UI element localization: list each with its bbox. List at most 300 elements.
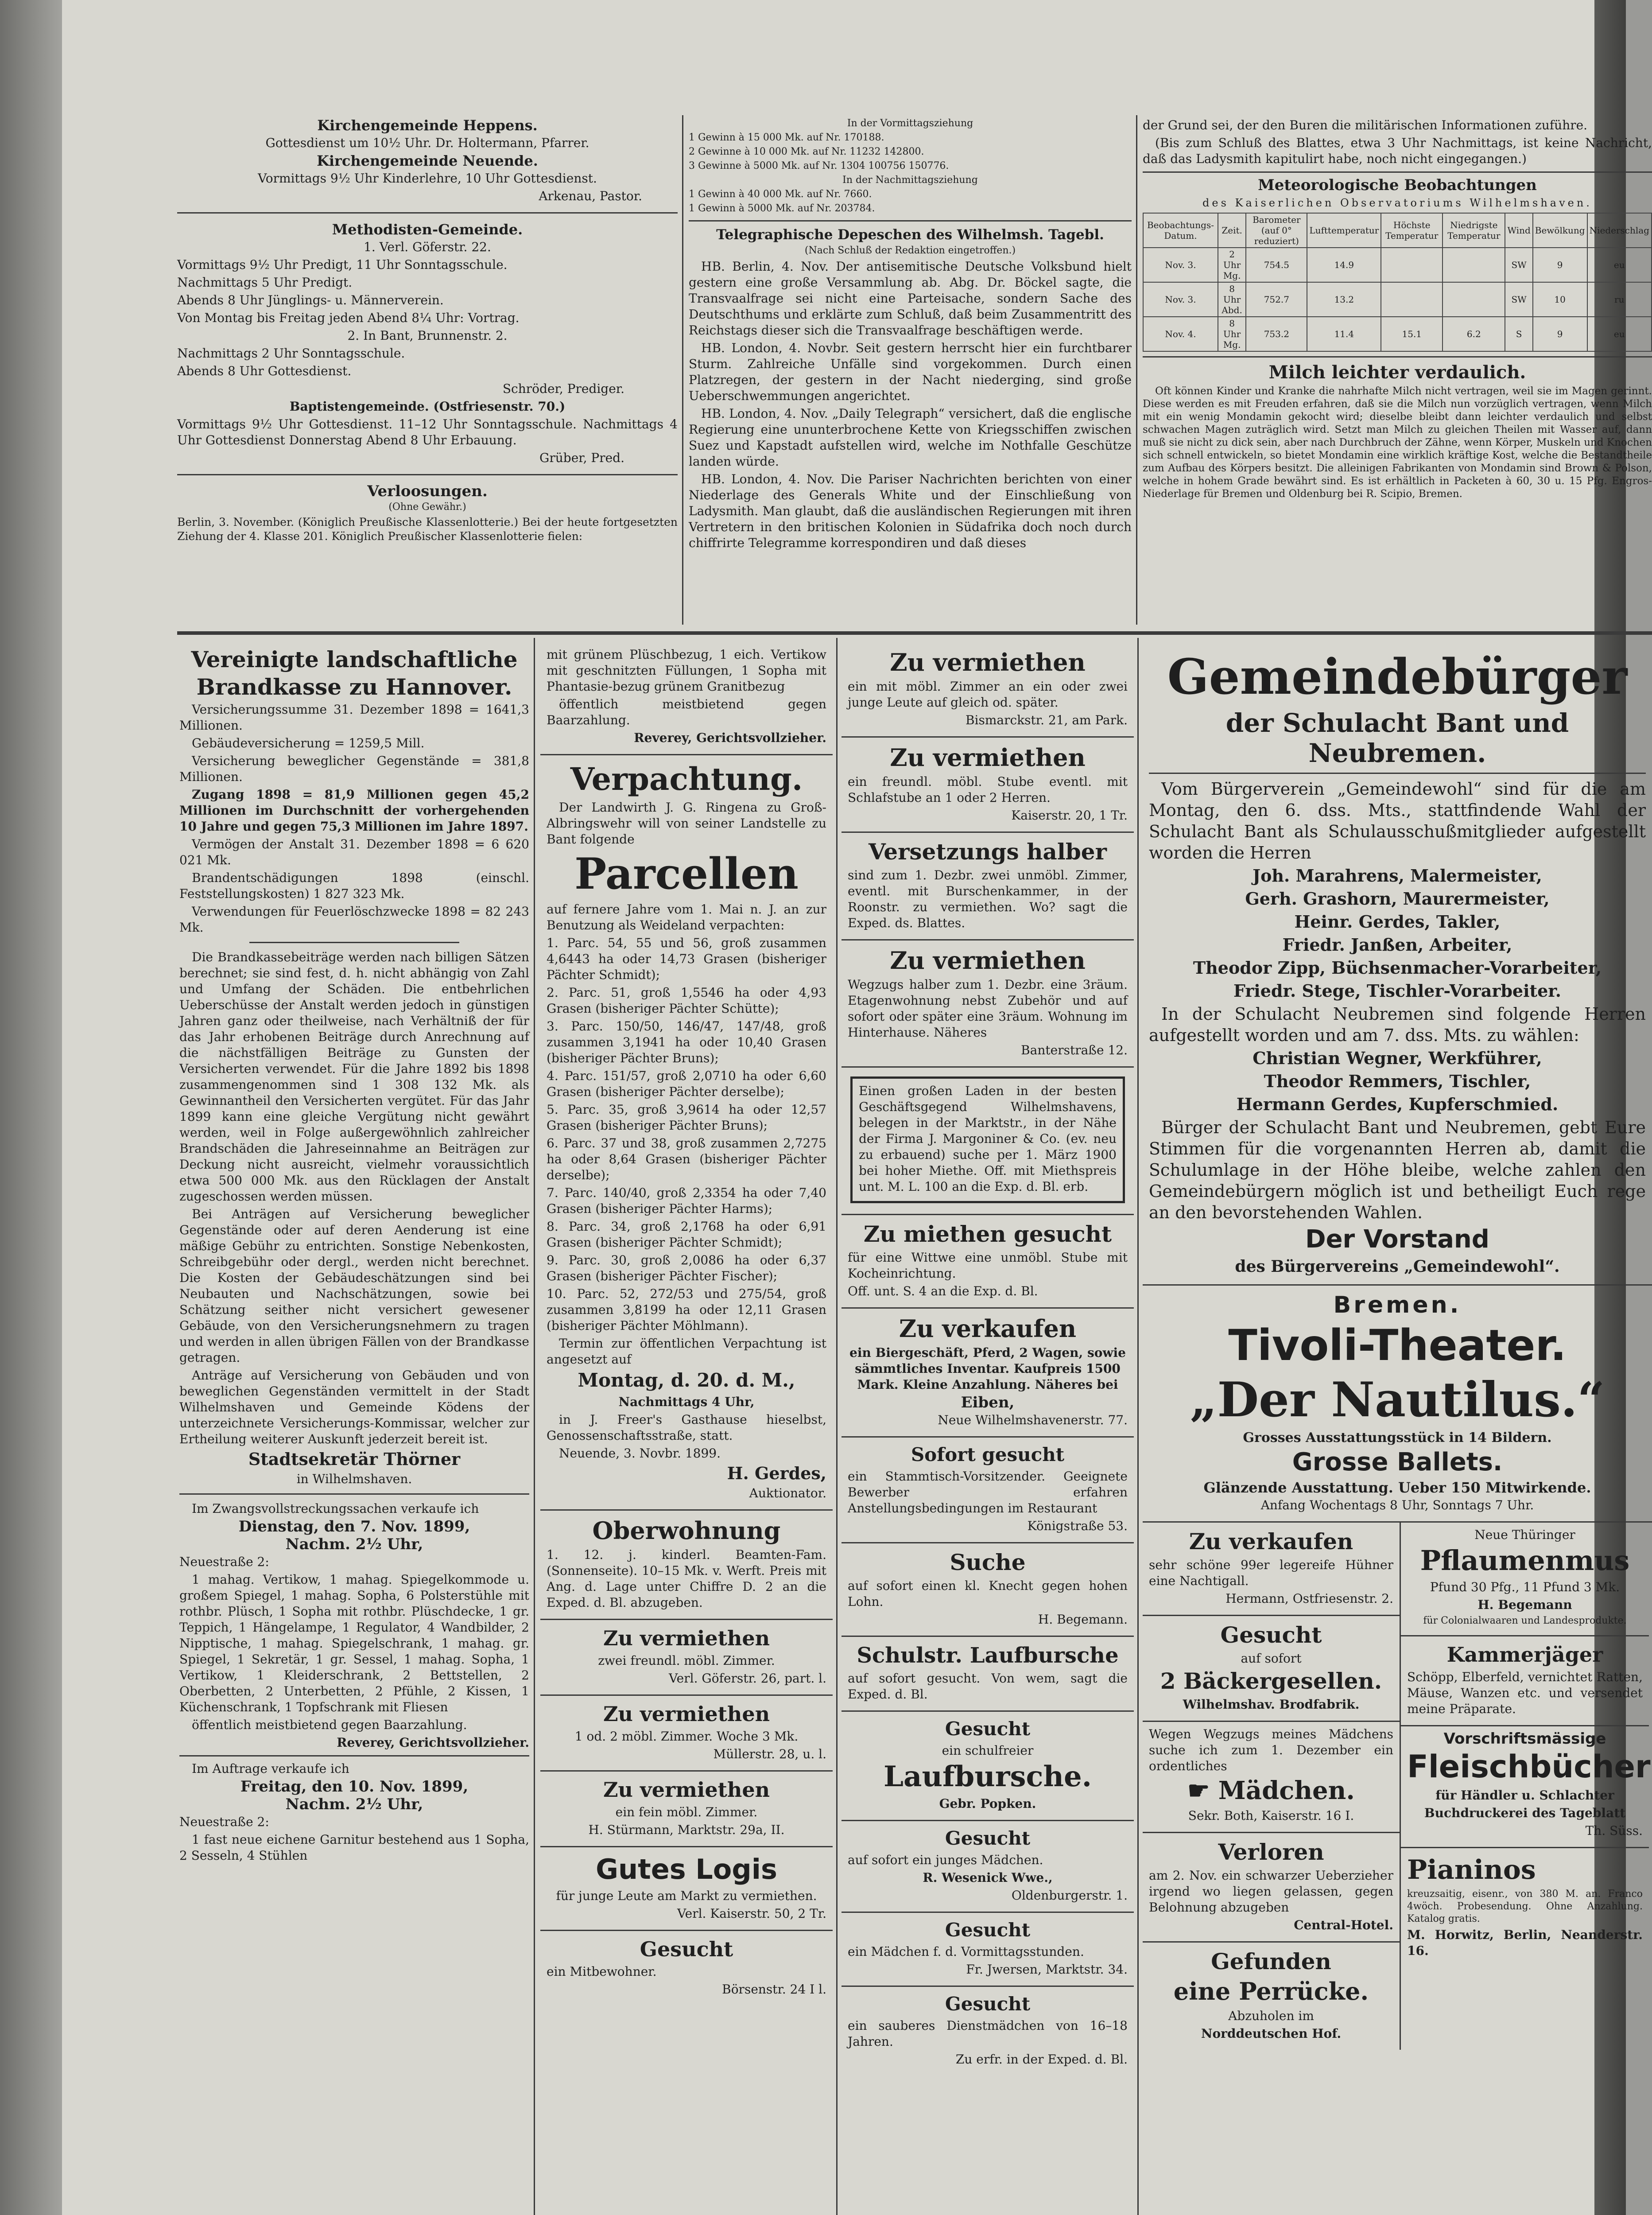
ad-text: kreuzsaitig, eisenr., von 380 M. an. Franco 4wöch. Probesendung. Ohne Anzahlung. Katalog gratis. [1407, 1889, 1643, 1924]
ad-text: ein fein möbl. Zimmer. [615, 1805, 758, 1819]
milk-text: Oft können Kinder und Kranke die nahrhafte Milch nicht vertragen, weil sie im Magen gerinnt. Diese werden es mit Freuden erfahren, daß sie die Milch nun vorzüglich vertragen, wenn Milch mit ein wenig Mondamin gekocht wird; dieselbe bleibt dann leichter verdaulich und selbst schwachen Magen zuträglich wird. Setzt man Milch zu gleichen Theilen mit Wasser auf, dann muß sie nicht zu dick sein, aber nach Durchbruch der Zähne, wenn Körper, Muskeln und Knochen sich schnell entwickeln, so bietet Mondamin eine wirklich kräftige Kost, welche die Bestandtheile zum Aufbau des Körpers besitzt. Die alleinigen Fabrikanten von Mondamin sind Brown & Polson, welche in hohem Grade bewährt sind. Es ist erhältlich in Packeten à 60, 30 u. 15 Pfg. Engros-Niederlage für Bremen und Oldenburg bei R. Scipio, Bremen. [1143, 385, 1652, 500]
methodist-line: Nachmittags 5 Uhr Predigt. [177, 275, 353, 290]
divider [1143, 171, 1652, 173]
weather-row [1143, 248, 1652, 282]
wanted-ad [842, 1543, 1134, 1637]
column-rule [1136, 115, 1137, 625]
column-rule [682, 115, 683, 625]
ad-title: Zu vermiethen [890, 648, 1086, 676]
lease-parcel: 8. Parc. 34, groß 2,1768 ha oder 6,91 Grasen (bisheriger Pächter Schmidt); [547, 1219, 826, 1250]
telegram-item: HB. Berlin, 4. Nov. Der antisemitische Deutsche Volksbund hielt gestern eine große Versammlung ab. Abg. Dr. Böckel sagte, die Transvaalfrage sei nicht eine Parteisache, sondern Sache des Deutschthums und erklärte zum Schluß, daß beim Zusammentritt des Reichstags dieser sich die Transvaalfrage beschäftigen werde. [689, 259, 1132, 338]
lease-intro: auf fernere Jahre vom 1. Mai n. J. an zur Benutzung als Weideland verpachten: [547, 902, 826, 933]
insurance-fact: Brandentschädigungen 1898 (einschl. Feststellungskosten) 1 827 323 Mk. [179, 870, 529, 901]
weather-cell: S [1505, 317, 1532, 351]
divider [177, 474, 678, 475]
ad-address: Verl. Kaiserstr. 50, 2 Tr. [677, 1906, 826, 1921]
church-neuende-sign: Arkenau, Pastor. [539, 189, 642, 203]
rental-ad [842, 642, 1134, 738]
shop-wanted-ad [842, 1068, 1134, 1215]
auction-intro: Im Auftrage verkaufe ich [192, 1761, 349, 1776]
found-ad [1143, 1943, 1400, 2050]
telegram-note: (Bis zum Schluß des Blattes, etwa 3 Uhr Nachmittags, ist keine Nachricht, daß das Ladysmith kapitulirt habe, noch nicht eingegangen.) [1143, 136, 1652, 166]
candidate: Theodor Remmers, Tischler, [1264, 1071, 1531, 1091]
ad-text: ein freundl. möbl. Stube eventl. mit Schlafstube an 1 oder 2 Herren. [848, 774, 1128, 805]
weather-header: Barometer (auf 0° reduziert) [1246, 213, 1307, 248]
divider [1143, 356, 1652, 358]
ad-address: Börsenstr. 24 I l. [722, 1982, 826, 1997]
milk-title: Milch leichter verdaulich. [1268, 362, 1526, 383]
ad-text: Abzuholen im [1228, 2009, 1314, 2023]
ad-text: sind zum 1. Dezbr. zwei unmöbl. Zimmer, eventl. mit Burschenkammer, in der Roonstr. zu vermiethen. Wo? sagt die Exped. ds. Blattes. [848, 868, 1128, 930]
lease-time: Nachmittags 4 Uhr, [618, 1395, 755, 1409]
theater-time: Anfang Wochentags 8 Uhr, Sonntags 7 Uhr. [1260, 1498, 1534, 1512]
lottery-title: Verloosungen. [367, 482, 488, 500]
ad-text: für Händler u. Schlachter [1435, 1788, 1614, 1803]
pest-control-ad [1401, 1636, 1649, 1726]
weather-cell: 6.2 [1443, 317, 1505, 351]
auction-time: Nachm. 2½ Uhr, [285, 1795, 423, 1813]
auction-sign: Reverey, Gerichtsvollzieher. [337, 1735, 529, 1750]
ad-text: zwei freundl. möbl. Zimmer. [598, 1653, 775, 1668]
ad-text: am 2. Nov. ein schwarzer Ueberzieher irgend wo liegen gelassen, gegen Belohnung abzugeben [1149, 1868, 1393, 1915]
draw-line: 1 Gewinn à 40 000 Mk. auf Nr. 7660. [689, 189, 872, 200]
weather-cell [1381, 282, 1443, 317]
ad-title: Zu vermiethen [603, 1702, 770, 1726]
ad-text: Vorschriftsmässige [1443, 1730, 1606, 1748]
weather-cell: 9 [1533, 317, 1587, 351]
insurance-sign-place: in Wilhelmshaven. [296, 1472, 412, 1486]
ad-address: Fr. Jwersen, Marktstr. 34. [966, 1962, 1128, 1977]
auction-place: Neuestraße 2: [179, 1815, 269, 1829]
auction-items: 1 mahag. Vertikow, 1 mahag. Spiegelkommode u. großem Spiegel, 1 mahag. Sopha, 6 Polsterstühle mit rothbr. Plüsch, 1 Sopha mit rothbr. Plüschdecke, 1 gr. Teppich, 1 Hängelampe, 1 Regulator, 4 Wandbilder, 2 Nipptische, 1 mahag. Spiegelschrank, 1 mahag. gr. Spiegel, 1 Sekretär, 1 gr. Sessel, 1 mahag. Sopha, 1 Vertikow, 1 Kleiderschrank, 2 Bettstellen, 2 Oberbetten, 2 Unterbetten, 2 Pfühle, 2 Kissen, 1 Küchenschrank, 1 Topfschrank mit Fliesen [179, 1572, 529, 1714]
print-shop-ad [1401, 1726, 1649, 1848]
methodist-line: Abends 8 Uhr Jünglings- u. Männerverein. [177, 293, 444, 307]
draw-heading: In der Vormittagsziehung [847, 118, 973, 129]
ad-headline-text: Mädchen. [1218, 1776, 1355, 1805]
auction-terms: öffentlich meistbietend gegen Baarzahlung. [547, 697, 826, 727]
ad-sign: H. Begemann [1477, 1597, 1572, 1612]
ad-title: Zu vermiethen [890, 743, 1086, 772]
wanted-ad [842, 1987, 1134, 2075]
insurance-fact: Zugang 1898 = 81,9 Millionen gegen 45,2 Millionen im Durchschnitt der vorhergehenden 10 Jahre und gegen 75,3 Millionen im Jahre 1897. [179, 787, 529, 834]
ad-title: Zu vermiethen [603, 1626, 770, 1650]
column-rule [836, 638, 838, 2215]
wanted-ad [842, 1712, 1134, 1821]
draw-heading: In der Nachmittagsziehung [842, 175, 978, 186]
insurance-fact: Vermögen der Anstalt 31. Dezember 1898 = 6 620 021 Mk. [179, 837, 529, 867]
ad-title: Fleischbücher [1407, 1749, 1651, 1785]
pointing-hand-icon: ☛ [1187, 1776, 1218, 1805]
weather-cell: 13.2 [1307, 282, 1381, 317]
wanted-ad [842, 1637, 1134, 1712]
ad-address: Central-Hotel. [1294, 1918, 1393, 1932]
lodging-ad [540, 1847, 833, 1931]
telegram-item: HB. London, 4. Novbr. Seit gestern herrscht hier ein furchtbarer Sturm. Zahlreiche Unfälle sind vorgekommen. Durch einen Platzregen, der gestern in der Nacht niederging, sind große Ueberschwemmungen angerichtet. [689, 341, 1132, 403]
weather-header: Niedrigste Temperatur [1443, 213, 1505, 248]
small-ads-left [1143, 1523, 1401, 2050]
election-sign: Der Vorstand [1305, 1225, 1489, 1254]
weather-subtitle: des Kaiserlichen Observatoriums Wilhelmshaven. [1202, 197, 1592, 209]
grocery-ad [1401, 1523, 1649, 1636]
lease-intro: Der Landwirth J. G. Ringena zu Groß-Albringswehr will von seiner Landstelle zu Bant folgende [547, 800, 826, 847]
lease-headline: Parcellen [574, 849, 799, 899]
small-ads-row [1143, 1523, 1652, 2050]
candidate: Friedr. Janßen, Arbeiter, [1282, 935, 1512, 955]
ad-text: auf sofort einen kl. Knecht gegen hohen Lohn. [848, 1578, 1128, 1609]
lease-sign-role: Auktionator. [749, 1486, 826, 1500]
methodist-line: Vormittags 9½ Uhr Predigt, 11 Uhr Sonntagsschule. [177, 257, 508, 272]
weather-cell: SW [1505, 282, 1532, 317]
ad-sign: R. Wesenick Wwe., [923, 1870, 1053, 1885]
insurance-fact: Verwendungen für Feuerlöschzwecke 1898 = 82 243 Mk. [179, 904, 529, 935]
church-heppens-title: Kirchengemeinde Heppens. [317, 117, 538, 134]
lease-parcel: 1. Parc. 54, 55 und 56, groß zusammen 4,6443 ha oder 14,73 Grasen (bisheriger Pächter Schmidt); [547, 936, 826, 982]
weather-cell: Nov. 4. [1143, 317, 1218, 351]
theater-detail: Glänzende Ausstattung. Ueber 150 Mitwirkende. [1203, 1479, 1591, 1496]
wanted-ad [842, 1913, 1134, 1987]
theater-detail: Grosses Ausstattungsstück in 14 Bildern. [1243, 1430, 1552, 1446]
newspaper-page [62, 0, 1652, 2215]
ad-text: für Colonialwaaren und Landesprodukte. [1423, 1615, 1627, 1626]
telegram-item: HB. London, 4. Nov. „Daily Telegraph“ versichert, daß die englische Regierung eine ununterbrochene Kette von Kriegsschiffen zwischen Suez und Kapstadt aufstellen wird, welche im Nothfalle Geschütze landen würde. [689, 406, 1132, 469]
ad-title: Gesucht [1220, 1622, 1322, 1648]
insurance-title: Brandkasse zu Hannover. [196, 674, 512, 700]
wanted-ad [1143, 1722, 1400, 1833]
weather-header: Wind [1505, 213, 1532, 248]
lease-sign: H. Gerdes, [727, 1463, 826, 1483]
apartment-ad [540, 1511, 833, 1620]
auction-date: Dienstag, den 7. Nov. 1899, [238, 1518, 470, 1535]
telegram-subtitle: (Nach Schluß der Redaktion eingetroffen.) [804, 245, 1016, 256]
candidate: Christian Wegner, Werkführer, [1253, 1048, 1542, 1068]
church-heppens-line: Gottesdienst um 10½ Uhr. Dr. Holtermann, Pfarrer. [265, 136, 589, 150]
weather-cell [1443, 282, 1505, 317]
candidate: Hermann Gerdes, Kupferschmied. [1236, 1094, 1559, 1114]
divider [179, 1755, 529, 1756]
sale-ad [842, 1309, 1134, 1438]
ad-sign: M. Horwitz, Berlin, Neanderstr. 16. [1407, 1927, 1643, 1958]
ad-title: Kammerjäger [1446, 1643, 1603, 1667]
election-subtitle: der Schulacht Bant und Neubremen. [1225, 708, 1569, 768]
telegram-title: Telegraphische Depeschen des Wilhelmsh. Tagebl. [716, 227, 1104, 243]
book-binding [0, 0, 62, 2215]
weather-cell: 8 Uhr Abd. [1218, 282, 1246, 317]
ad-text: Schöpp, Elberfeld, vernichtet Ratten, Mäuse, Wanzen etc. und versendet meine Präparate. [1407, 1670, 1643, 1716]
candidate: Heinr. Gerdes, Takler, [1294, 912, 1501, 932]
ad-address: Off. unt. S. 4 an die Exp. d. Bl. [848, 1284, 1038, 1298]
weather-cell: ru [1587, 282, 1652, 317]
rental-ad [842, 940, 1134, 1068]
weather-cell: 753.2 [1246, 317, 1307, 351]
ad-address: H. Stürmann, Marktstr. 29a, II. [588, 1823, 785, 1837]
wanted-ad [842, 1215, 1134, 1309]
weather-header: Beobachtungs-Datum. [1143, 213, 1218, 248]
weather-header: Zeit. [1218, 213, 1246, 248]
ad-headline [1149, 1776, 1393, 1805]
ad-sign: Buchdruckerei des Tageblatt [1424, 1806, 1626, 1820]
draw-line: 3 Gewinne à 5000 Mk. auf Nr. 1304 100756 150776. [689, 160, 949, 171]
ad-address: Banterstraße 12. [1021, 1043, 1128, 1057]
bottom-column-3 [842, 642, 1134, 2215]
ad-text: ein Mädchen f. d. Vormittagsstunden. [848, 1944, 1084, 1959]
lottery-text: Berlin, 3. November. (Königlich Preußische Klassenlotterie.) Bei der heute fortgesetzten Ziehung der 4. Klasse 201. Königlich Preußischer Klassenlotterie fielen: [177, 516, 678, 543]
wanted-ad [1143, 1616, 1400, 1722]
candidate: Joh. Marahrens, Malermeister, [1253, 866, 1542, 886]
weather-cell: 752.7 [1246, 282, 1307, 317]
top-column-1 [177, 117, 678, 627]
bottom-column-2 [540, 642, 833, 2215]
divider [179, 1493, 529, 1495]
methodist-line: 1. Verl. Göferstr. 22. [364, 240, 491, 254]
rental-ad [540, 1696, 833, 1772]
theater-city: Bremen. [1333, 1292, 1462, 1318]
ad-text: Neue Thüringer [1474, 1527, 1575, 1542]
lease-parcel: 5. Parc. 35, groß 3,9614 ha oder 12,57 Grasen (bisheriger Pächter Bruns); [547, 1102, 826, 1133]
lease-title: Verpachtung. [570, 761, 803, 797]
ad-text: für eine Wittwe eine unmöbl. Stube mit Kocheinrichtung. [848, 1250, 1128, 1281]
ad-address: Oldenburgerstr. 1. [1011, 1888, 1128, 1903]
weather-cell: SW [1505, 248, 1532, 282]
insurance-fact: Versicherung beweglicher Gegenstände = 381,8 Millionen. [179, 754, 529, 784]
rental-ad [540, 1620, 833, 1696]
ad-headline: 2 Bäckergesellen. [1160, 1668, 1382, 1694]
theater-title: Tivoli-Theater. [1228, 1321, 1567, 1370]
weather-cell: Nov. 3. [1143, 282, 1218, 317]
ad-title: Gesucht [945, 1919, 1031, 1941]
methodist-line: Abends 8 Uhr Gottesdienst. [177, 364, 352, 378]
ad-text: auf sofort [1241, 1651, 1302, 1666]
lease-parcel: 3. Parc. 150/50, 146/47, 147/48, groß zusammen 3,1941 ha oder 10,40 Grasen (bisheriger Pächter Bruns); [547, 1019, 826, 1065]
weather-cell: 754.5 [1246, 248, 1307, 282]
election-sign-org: des Bürgervereins „Gemeindewohl“. [1235, 1257, 1560, 1276]
divider [249, 942, 459, 943]
church-neuende-line: Vormittags 9½ Uhr Kinderlehre, 10 Uhr Gottesdienst. [258, 171, 597, 186]
ad-text: ein mit möbl. Zimmer an ein oder zwei junge Leute auf gleich od. später. [848, 679, 1128, 710]
ad-title: Versetzungs halber [869, 839, 1107, 865]
ad-title: Zu miethen gesucht [863, 1221, 1112, 1247]
lease-parcel: 2. Parc. 51, groß 1,5546 ha oder 4,93 Grasen (bisheriger Pächter Schütte); [547, 985, 826, 1016]
ad-title: Schulstr. Laufbursche [857, 1643, 1119, 1668]
weather-cell: 2 Uhr Mg. [1218, 248, 1246, 282]
ad-title: Pianinos [1407, 1854, 1536, 1885]
sale-ad [1143, 1523, 1400, 1616]
ad-text: auf sofort gesucht. Von wem, sagt die Exped. d. Bl. [848, 1671, 1128, 1702]
ad-text: für junge Leute am Markt zu vermiethen. [556, 1889, 817, 1903]
lease-term: Termin zur öffentlichen Verpachtung ist angesetzt auf [547, 1336, 826, 1367]
auction-place: Neuestraße 2: [179, 1554, 269, 1569]
lost-ad [1143, 1833, 1400, 1943]
ad-text: ein Biergeschäft, Pferd, 2 Wagen, sowie sämmtliches Inventar. Kaufpreis 1500 Mark. Kleine Anzahlung. Näheres bei [849, 1345, 1126, 1392]
ad-address: Kaiserstr. 20, 1 Tr. [1011, 808, 1128, 823]
election-intro: In der Schulacht Neubremen sind folgende Herren aufgestellt worden und am 7. dss. Mts. zu wählen: [1149, 1004, 1646, 1045]
ad-title: Gesucht [945, 1827, 1031, 1849]
auction-items: mit grünem Plüschbezug, 1 eich. Vertikow mit geschnitzten Füllungen, 1 Sopha mit Phantasie-bezug grünem Granitbezug [547, 647, 826, 694]
baptist-text: Vormittags 9½ Uhr Gottesdienst. 11–12 Uhr Sonntagsschule. Nachmittags 4 Uhr Gottesdienst Donnerstag Abend 8 Uhr Erbauung. [177, 417, 678, 447]
church-neuende-title: Kirchengemeinde Neuende. [317, 152, 538, 169]
ad-title: Zu vermiethen [890, 946, 1086, 975]
ad-sign: Th. Süss. [1585, 1823, 1643, 1838]
divider [1149, 773, 1646, 774]
lottery-subtitle: (Ohne Gewähr.) [388, 501, 466, 513]
ad-text: Wegzugs halber zum 1. Dezbr. eine 3räum. Etagenwohnung nebst Zubehör und auf sofort oder später eine 3räum. Wohnung im Hinterhause. Näheres [848, 977, 1128, 1040]
auction-intro: Im Zwangsvollstreckungssachen verkaufe ich [192, 1501, 479, 1516]
auction-continuation [540, 642, 833, 755]
weather-cell [1443, 248, 1505, 282]
draw-line: 2 Gewinne à 10 000 Mk. auf Nr. 11232 142800. [689, 146, 924, 157]
weather-cell: 15.1 [1381, 317, 1443, 351]
ad-title: Sofort gesucht [911, 1444, 1065, 1465]
insurance-sign: Stadtsekretär Thörner [248, 1449, 461, 1469]
ad-text: Wegen Wegzugs meines Mädchens suche ich zum 1. Dezember ein ordentliches [1149, 1727, 1393, 1773]
weather-header: Bewölkung [1533, 213, 1587, 248]
boxed-ad [850, 1076, 1125, 1203]
bottom-column-1 [179, 642, 529, 2215]
weather-cell: eu [1587, 317, 1652, 351]
insurance-body: Die Brandkassebeiträge werden nach billigen Sätzen berechnet; sie sind fest, d. h. nicht abhängig von Zahl und Umfang der Schäden. Die entbehrlichen Ueberschüsse der Anstalt werden jedoch in günstigen Jahren ganz oder theilweise, nach Verhältniß der für das Jahr erhobenen Beiträge durch Anrechnung auf die nächstfälligen Beiträge zu Gunsten der Versicherten verwendet. Für die Jahre 1892 bis 1898 zusammengenommen sind 1 308 132 Mk. als Gewinnantheil den Versicherten vergütet. Für das Jahr 1899 kann eine gleiche Vergütung nicht gewährt werden, weil in Folge außergewöhnlich zahlreicher Brandschäden die Jahreseinnahme an Beiträgen zur Deckung nicht ausreicht, vielmehr voraussichtlich etwa 500 000 Mk. aus den Rücklagen der Anstalt zugeschossen werden müssen. [179, 950, 529, 1204]
bottom-column-4 [1143, 642, 1652, 2215]
methodist-line: 2. In Bant, Brunnenstr. 2. [347, 328, 508, 343]
ad-text: Pfund 30 Pfg., 11 Pfund 3 Mk. [1430, 1580, 1620, 1594]
ad-sign: Wilhelmshav. Brodfabrik. [1183, 1697, 1360, 1712]
lease-parcel: 9. Parc. 30, groß 2,0086 ha oder 6,37 Grasen (bisheriger Pächter Fischer); [547, 1253, 826, 1283]
insurance-title: Vereinigte landschaftliche [191, 646, 518, 672]
auction-time: Nachm. 2½ Uhr, [285, 1535, 423, 1553]
rental-ad [540, 1772, 833, 1847]
telegram-continuation: der Grund sei, der den Buren die militärischen Informationen zuführe. [1143, 118, 1588, 132]
weather-header-row [1143, 213, 1652, 248]
weather-cell: eu [1587, 248, 1652, 282]
lease-place: in J. Freer's Gasthause hieselbst, Genossenschaftsstraße, statt. [547, 1412, 826, 1443]
wanted-ad [842, 1438, 1134, 1543]
ad-title: Zu verkaufen [899, 1314, 1077, 1343]
ad-title: Zu vermiethen [603, 1778, 770, 1802]
lease-parcel: 7. Parc. 140/40, groß 2,3354 ha oder 7,40 Grasen (bisheriger Pächter Harms); [547, 1185, 826, 1216]
theater-ad [1143, 1286, 1652, 1523]
ad-title: Gefunden [1211, 1948, 1331, 1974]
ad-sign: H. Begemann. [1038, 1612, 1128, 1627]
methodist-line: Nachmittags 2 Uhr Sonntagsschule. [177, 346, 405, 361]
weather-row [1143, 317, 1652, 351]
auction-terms: öffentlich meistbietend gegen Baarzahlung. [192, 1718, 467, 1732]
ad-text: auf sofort ein junges Mädchen. [848, 1853, 1043, 1867]
small-ads-right [1401, 1523, 1649, 2050]
ad-address: Königstraße 53. [1027, 1519, 1128, 1533]
insurance-body: Anträge auf Versicherung von Gebäuden und von beweglichen Gegenständen vermittelt in der Stadt Wilhelmshaven und Gemeinde Ködens der unterzeichnete Versicherungs-Kommissar, welcher zur Ertheilung weiterer Auskunft jederzeit bereit ist. [179, 1368, 529, 1446]
methodist-title: Methodisten-Gemeinde. [332, 221, 523, 238]
ad-address: Neue Wilhelmshavenerstr. 77. [938, 1413, 1128, 1427]
draw-line: 1 Gewinn à 15 000 Mk. auf Nr. 170188. [689, 132, 884, 143]
ad-title: Gutes Logis [596, 1853, 777, 1885]
piano-ad [1401, 1848, 1649, 1967]
methodist-line: Von Montag bis Freitag jeden Abend 8¼ Uhr: Vortrag. [177, 311, 520, 325]
methodist-sign: Schröder, Prediger. [502, 381, 624, 396]
ad-headline: Laufbursche. [883, 1760, 1092, 1793]
ad-text: 1. 12. j. kinderl. Beamten-Fam. (Sonnenseite). 10–15 Mk. v. Werft. Preis mit Ang. d. Lage unter Chiffre D. 2 an die Exped. d. Bl. abzugeben. [547, 1547, 826, 1610]
insurance-body: Bei Anträgen auf Versicherung beweglicher Gegenstände oder auf deren Aenderung ist eine mäßige Gebühr zu entrichten. Sonstige Nebenkosten, Schreibgebühr oder dergl., werden nicht berechnet. Die Kosten der Gebäudeschätzungen sind bei Neubauten und Nachschätzungen, sowie bei Schätzung seither nicht versichert gewesener Gebäude, von den Versicherungsnehmern zu tragen und werden in allen übrigen Fällen von der Brandkasse getragen. [179, 1207, 529, 1365]
ad-address: Verl. Göferstr. 26, part. l. [669, 1671, 826, 1686]
ad-sign: Sekr. Both, Kaiserstr. 16 I. [1188, 1808, 1354, 1823]
weather-title: Meteorologische Beobachtungen [1258, 176, 1537, 194]
auction-sign: Reverey, Gerichtsvollzieher. [634, 731, 826, 745]
insurance-fact: Gebäudeversicherung = 1259,5 Mill. [192, 736, 425, 750]
weather-cell: 10 [1533, 282, 1587, 317]
telegram-item: HB. London, 4. Nov. Die Pariser Nachrichten berichten von einer Niederlage des Generals White und der Einschließung von Ladysmith. Man glaubt, daß die ausländischen Regierungen mit ihren Vertretern in den britischen Kolonien in Südafrika doch noch durch chiffrirte Telegramme korrespondiren und daß dieses [689, 472, 1132, 550]
ad-title: Gesucht [945, 1993, 1031, 2015]
wanted-ad [540, 1931, 833, 2005]
weather-table [1143, 213, 1652, 352]
ad-text: 1 od. 2 möbl. Zimmer. Woche 3 Mk. [574, 1729, 799, 1744]
candidate: Friedr. Stege, Tischler-Vorarbeiter. [1233, 981, 1562, 1001]
insurance-fact: Versicherungssumme 31. Dezember 1898 = 1641,3 Millionen. [179, 702, 529, 733]
ad-text: ein sauberes Dienstmädchen von 16–18 Jahren. [848, 2018, 1128, 2049]
ad-text: Einen großen Laden in der besten Geschäftsgegend Wilhelmshavens, belegen in der Marktstr., in der Nähe der Firma J. Margoniner & Co. (ev. neu zu erbauend) suche per 1. März 1900 bei hoher Miethe. Off. mit Miethspreis unt. M. L. 100 an die Exp. d. Bl. erb. [859, 1084, 1117, 1194]
election-call: Bürger der Schulacht Bant und Neubremen, gebt Eure Stimmen für die vorgenannten Herren ab, damit die Schulumlage in der Höhe bleibe, welche zahlen den Gemeindebürgern möglich ist und betheiligt Euch rege an den bevorstehenden Wahlen. [1149, 1118, 1646, 1222]
divider [689, 220, 1132, 222]
lease-ad [540, 755, 833, 1511]
ad-address: Zu erfr. in der Exped. d. Bl. [955, 2052, 1128, 2067]
ad-sign: Hermann, Ostfriesenstr. 2. [1225, 1591, 1393, 1606]
ad-text: sehr schöne 99er legereife Hühner eine Nachtigall. [1149, 1558, 1393, 1588]
ad-title: Zu verkaufen [1189, 1528, 1353, 1554]
candidate: Gerh. Grashorn, Maurermeister, [1245, 889, 1550, 909]
auction-items: 1 fast neue eichene Garnitur bestehend aus 1 Sopha, 2 Sesseln, 4 Stühlen [179, 1832, 529, 1863]
column-rule [534, 638, 535, 2215]
ad-address: Norddeutschen Hof. [1201, 2026, 1342, 2041]
ad-text: ein schulfreier [942, 1743, 1034, 1758]
weather-cell: 14.9 [1307, 248, 1381, 282]
election-intro: Vom Bürgerverein „Gemeindewohl“ sind für die am Montag, den 6. dss. Mts., stattfindende Wahl der Schulacht Bant als Schulausschußmitglieder aufgestellt worden die Herren [1149, 779, 1646, 863]
divider [177, 212, 678, 214]
ad-title: Oberwohnung [592, 1516, 781, 1545]
weather-header: Lufttemperatur [1307, 213, 1381, 248]
ad-text: ein Mitbewohner. [547, 1964, 657, 1979]
ad-address: Bismarckstr. 21, am Park. [965, 713, 1128, 727]
weather-cell: Nov. 3. [1143, 248, 1218, 282]
election-title: Gemeindebürger [1167, 648, 1628, 705]
ad-headline: eine Perrücke. [1173, 1977, 1369, 2005]
baptist-title: Baptistengemeinde. (Ostfriesenstr. 70.) [289, 399, 566, 414]
column-rule [1137, 638, 1139, 2215]
weather-cell [1381, 248, 1443, 282]
lease-dateline: Neuende, 3. Novbr. 1899. [559, 1446, 721, 1461]
candidate: Theodor Zipp, Büchsenmacher-Vorarbeiter, [1193, 958, 1602, 978]
top-column-3 [1143, 117, 1652, 627]
rental-ad [842, 738, 1134, 833]
weather-cell: 11.4 [1307, 317, 1381, 351]
ad-title: Verloren [1218, 1839, 1324, 1865]
weather-cell: 9 [1533, 248, 1587, 282]
top-column-2 [689, 117, 1132, 627]
ad-title: Pflaumenmus [1420, 1544, 1630, 1577]
rental-ad [842, 833, 1134, 940]
lease-parcel: 6. Parc. 37 und 38, groß zusammen 2,7275 ha oder 8,64 Grasen (bisheriger Pächter derselbe); [547, 1136, 826, 1182]
theater-show: „Der Nautilus.“ [1190, 1372, 1605, 1428]
weather-header: Niederschlag [1587, 213, 1652, 248]
ad-sign: Gebr. Popken. [939, 1796, 1036, 1811]
theater-detail: Grosse Ballets. [1292, 1448, 1503, 1477]
ad-title: Gesucht [945, 1718, 1031, 1740]
election-notice [1143, 642, 1652, 1286]
wanted-ad [842, 1821, 1134, 1913]
lease-parcel: 10. Parc. 52, 272/53 und 275/54, groß zusammen 3,8199 ha oder 12,11 Grasen (bisheriger Pächter Möhlmann). [547, 1286, 826, 1333]
weather-header: Höchste Temperatur [1381, 213, 1443, 248]
auction-date: Freitag, den 10. Nov. 1899, [240, 1778, 469, 1795]
draw-line: 1 Gewinn à 5000 Mk. auf Nr. 203784. [689, 203, 875, 214]
ad-title: Suche [950, 1549, 1026, 1575]
ad-text: ein Stammtisch-Vorsitzender. Geeignete Bewerber erfahren Anstellungsbedingungen im Restaurant [848, 1469, 1128, 1516]
weather-row [1143, 282, 1652, 317]
lease-parcel: 4. Parc. 151/57, groß 2,0710 ha oder 6,60 Grasen (bisheriger Pächter derselbe); [547, 1069, 826, 1099]
